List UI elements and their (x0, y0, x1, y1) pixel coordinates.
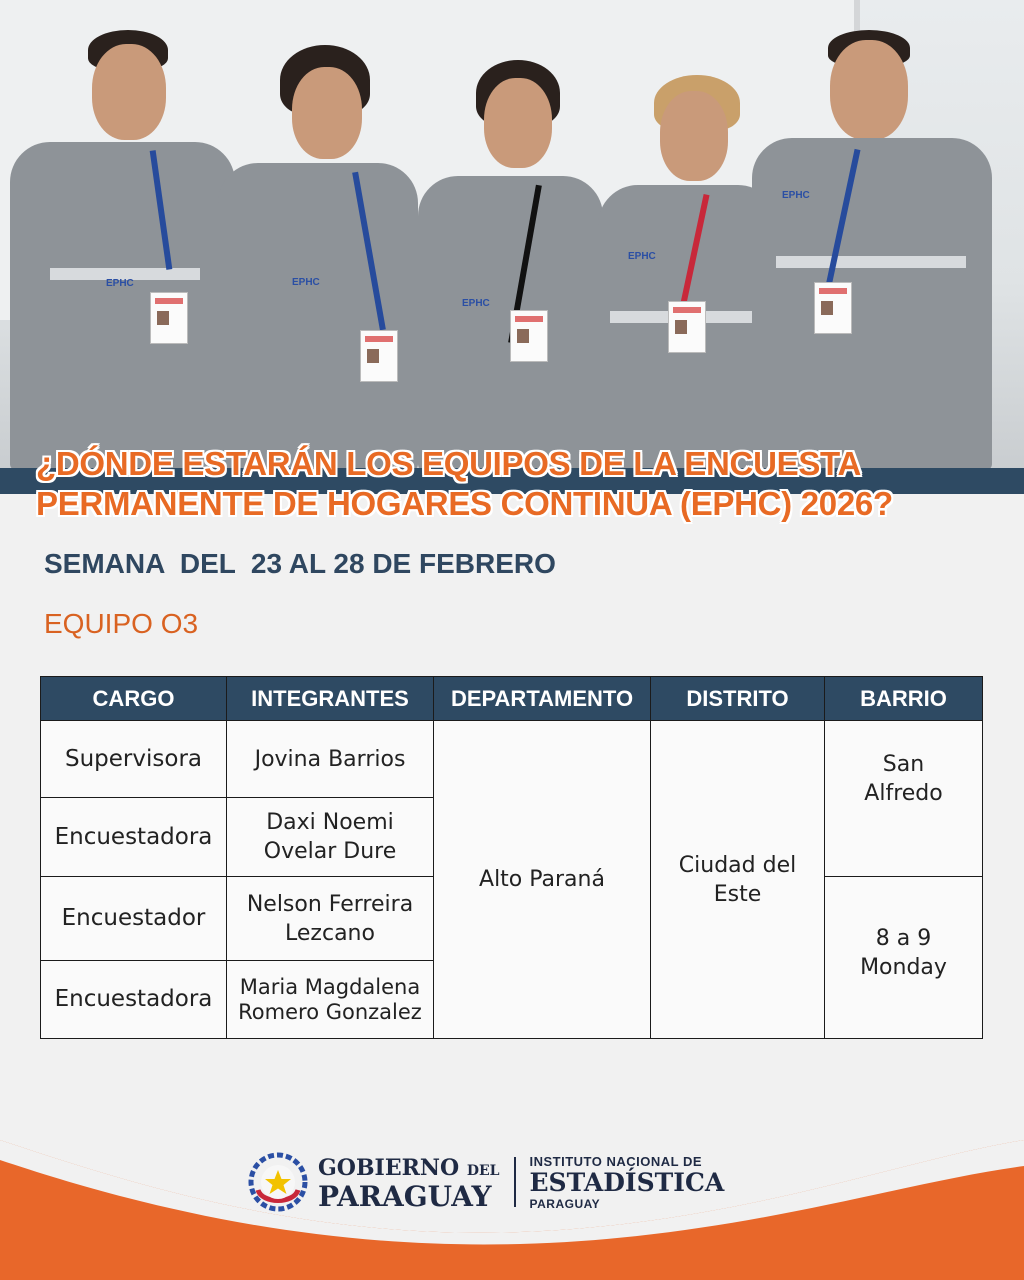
vest-logo: EPHC (292, 277, 320, 288)
header-barrio: BARRIO (825, 677, 983, 721)
team-member-photo-3 (418, 60, 603, 470)
vest-logo: EPHC (782, 190, 810, 201)
week-subtitle: SEMANA DEL 23 AL 28 DE FEBRERO (44, 548, 556, 579)
header-distrito: DISTRITO (651, 677, 825, 721)
integrante-cell: Nelson Ferreira Lezcano (227, 877, 434, 961)
team-photo (0, 0, 1024, 470)
cargo-cell: Supervisora (41, 721, 227, 798)
team-member-photo-4 (598, 75, 778, 470)
cargo-cell: Encuestadora (41, 961, 227, 1039)
integrante-cell: Daxi Noemi Ovelar Dure (227, 798, 434, 877)
team-label: EQUIPO O3 (44, 608, 199, 639)
paraguay-seal-icon (248, 1152, 308, 1212)
barrio-cell: 8 a 9 Monday (825, 877, 983, 1039)
page-title (36, 444, 996, 524)
distrito-cell: Ciudad del Este (651, 721, 825, 1039)
team-member-photo-5 (752, 30, 992, 470)
title-line-2: PERMANENTE DE HOGARES CONTINUA (EPHC) 2026? (36, 485, 893, 522)
integrante-cell: Maria Magdalena Romero Gonzalez (227, 961, 434, 1039)
integrante-cell: Jovina Barrios (227, 721, 434, 798)
vest-logo: EPHC (106, 278, 134, 289)
ine-line-3: PARAGUAY (529, 1196, 601, 1211)
title-line-1: ¿DÓNDE ESTARÁN LOS EQUIPOS DE LA ENCUESTA (36, 445, 861, 482)
gobierno-wordmark (318, 1154, 500, 1213)
departamento-cell: Alto Paraná (434, 721, 651, 1039)
header-integrantes: INTEGRANTES (227, 677, 434, 721)
cargo-cell: Encuestador (41, 877, 227, 961)
header-cargo: CARGO (41, 677, 227, 721)
table-header-row (41, 677, 983, 721)
del-word: DEL (466, 1162, 500, 1179)
barrio-cell: San Alfredo (825, 721, 983, 877)
team-assignment-table (40, 676, 983, 1039)
team-member-photo-1 (10, 30, 235, 470)
paraguay-word: PARAGUAY (318, 1179, 492, 1213)
ine-line-2: ESTADÍSTICA (529, 1167, 725, 1197)
ine-wordmark (530, 1154, 725, 1211)
cargo-cell: Encuestadora (41, 798, 227, 877)
footer-logos (248, 1150, 724, 1214)
gobierno-word: GOBIERNO (318, 1154, 460, 1181)
vest-logo: EPHC (628, 251, 656, 262)
team-member-photo-2 (218, 45, 418, 470)
header-departamento: DEPARTAMENTO (434, 677, 651, 721)
ine-line-1: INSTITUTO NACIONAL DE (529, 1153, 703, 1169)
logo-divider (514, 1157, 516, 1207)
vest-logo: EPHC (462, 298, 490, 309)
table-row (41, 721, 983, 798)
